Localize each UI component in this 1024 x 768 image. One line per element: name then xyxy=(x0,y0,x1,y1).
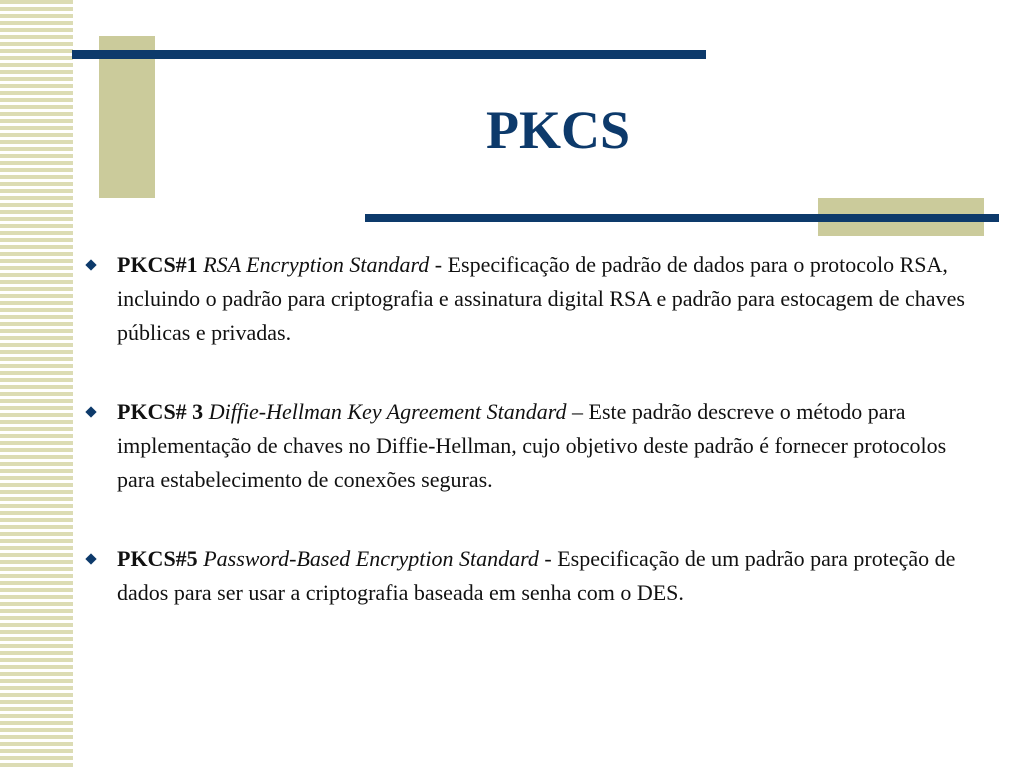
bullet-item-pkcs1 xyxy=(80,248,980,350)
slide-title: PKCS xyxy=(485,100,631,160)
item-description: Especificação de um padrão para proteção de dados para ser usar a criptografia baseada em senha com o DES. xyxy=(117,546,956,605)
item-label: PKCS# 3 xyxy=(117,399,204,424)
bullet-item-pkcs5 xyxy=(80,542,980,610)
item-separator: - xyxy=(434,252,443,277)
item-description: Especificação de padrão de dados para o protocolo RSA, incluindo o padrão para criptografia e assinatura digital RSA e padrão para estocagem de chaves públicas e privadas. xyxy=(117,252,965,345)
title-rule-bottom xyxy=(365,214,999,222)
item-standard: RSA Encryption Standard xyxy=(203,252,430,277)
item-description: Este padrão descreve o método para implementação de chaves no Diffie-Hellman, cujo objetivo deste padrão é fornecer protocolos para estabelecimento de conexões seguras. xyxy=(117,399,947,492)
item-label: PKCS#1 xyxy=(117,252,198,277)
decorative-tan-block-left xyxy=(99,36,155,198)
bullet-list xyxy=(80,248,980,610)
bullet-item-pkcs3 xyxy=(80,395,980,497)
diamond-bullet-icon xyxy=(85,406,96,417)
item-standard: Diffie-Hellman Key Agreement Standard xyxy=(208,399,567,424)
diamond-bullet-icon xyxy=(85,259,96,270)
item-separator: – xyxy=(572,399,584,424)
title-rule-top xyxy=(72,50,706,59)
item-separator: - xyxy=(544,546,552,571)
decorative-stripes xyxy=(0,0,73,768)
item-standard: Password-Based Encryption Standard xyxy=(203,546,539,571)
diamond-bullet-icon xyxy=(85,553,96,564)
item-label: PKCS#5 xyxy=(117,546,198,571)
